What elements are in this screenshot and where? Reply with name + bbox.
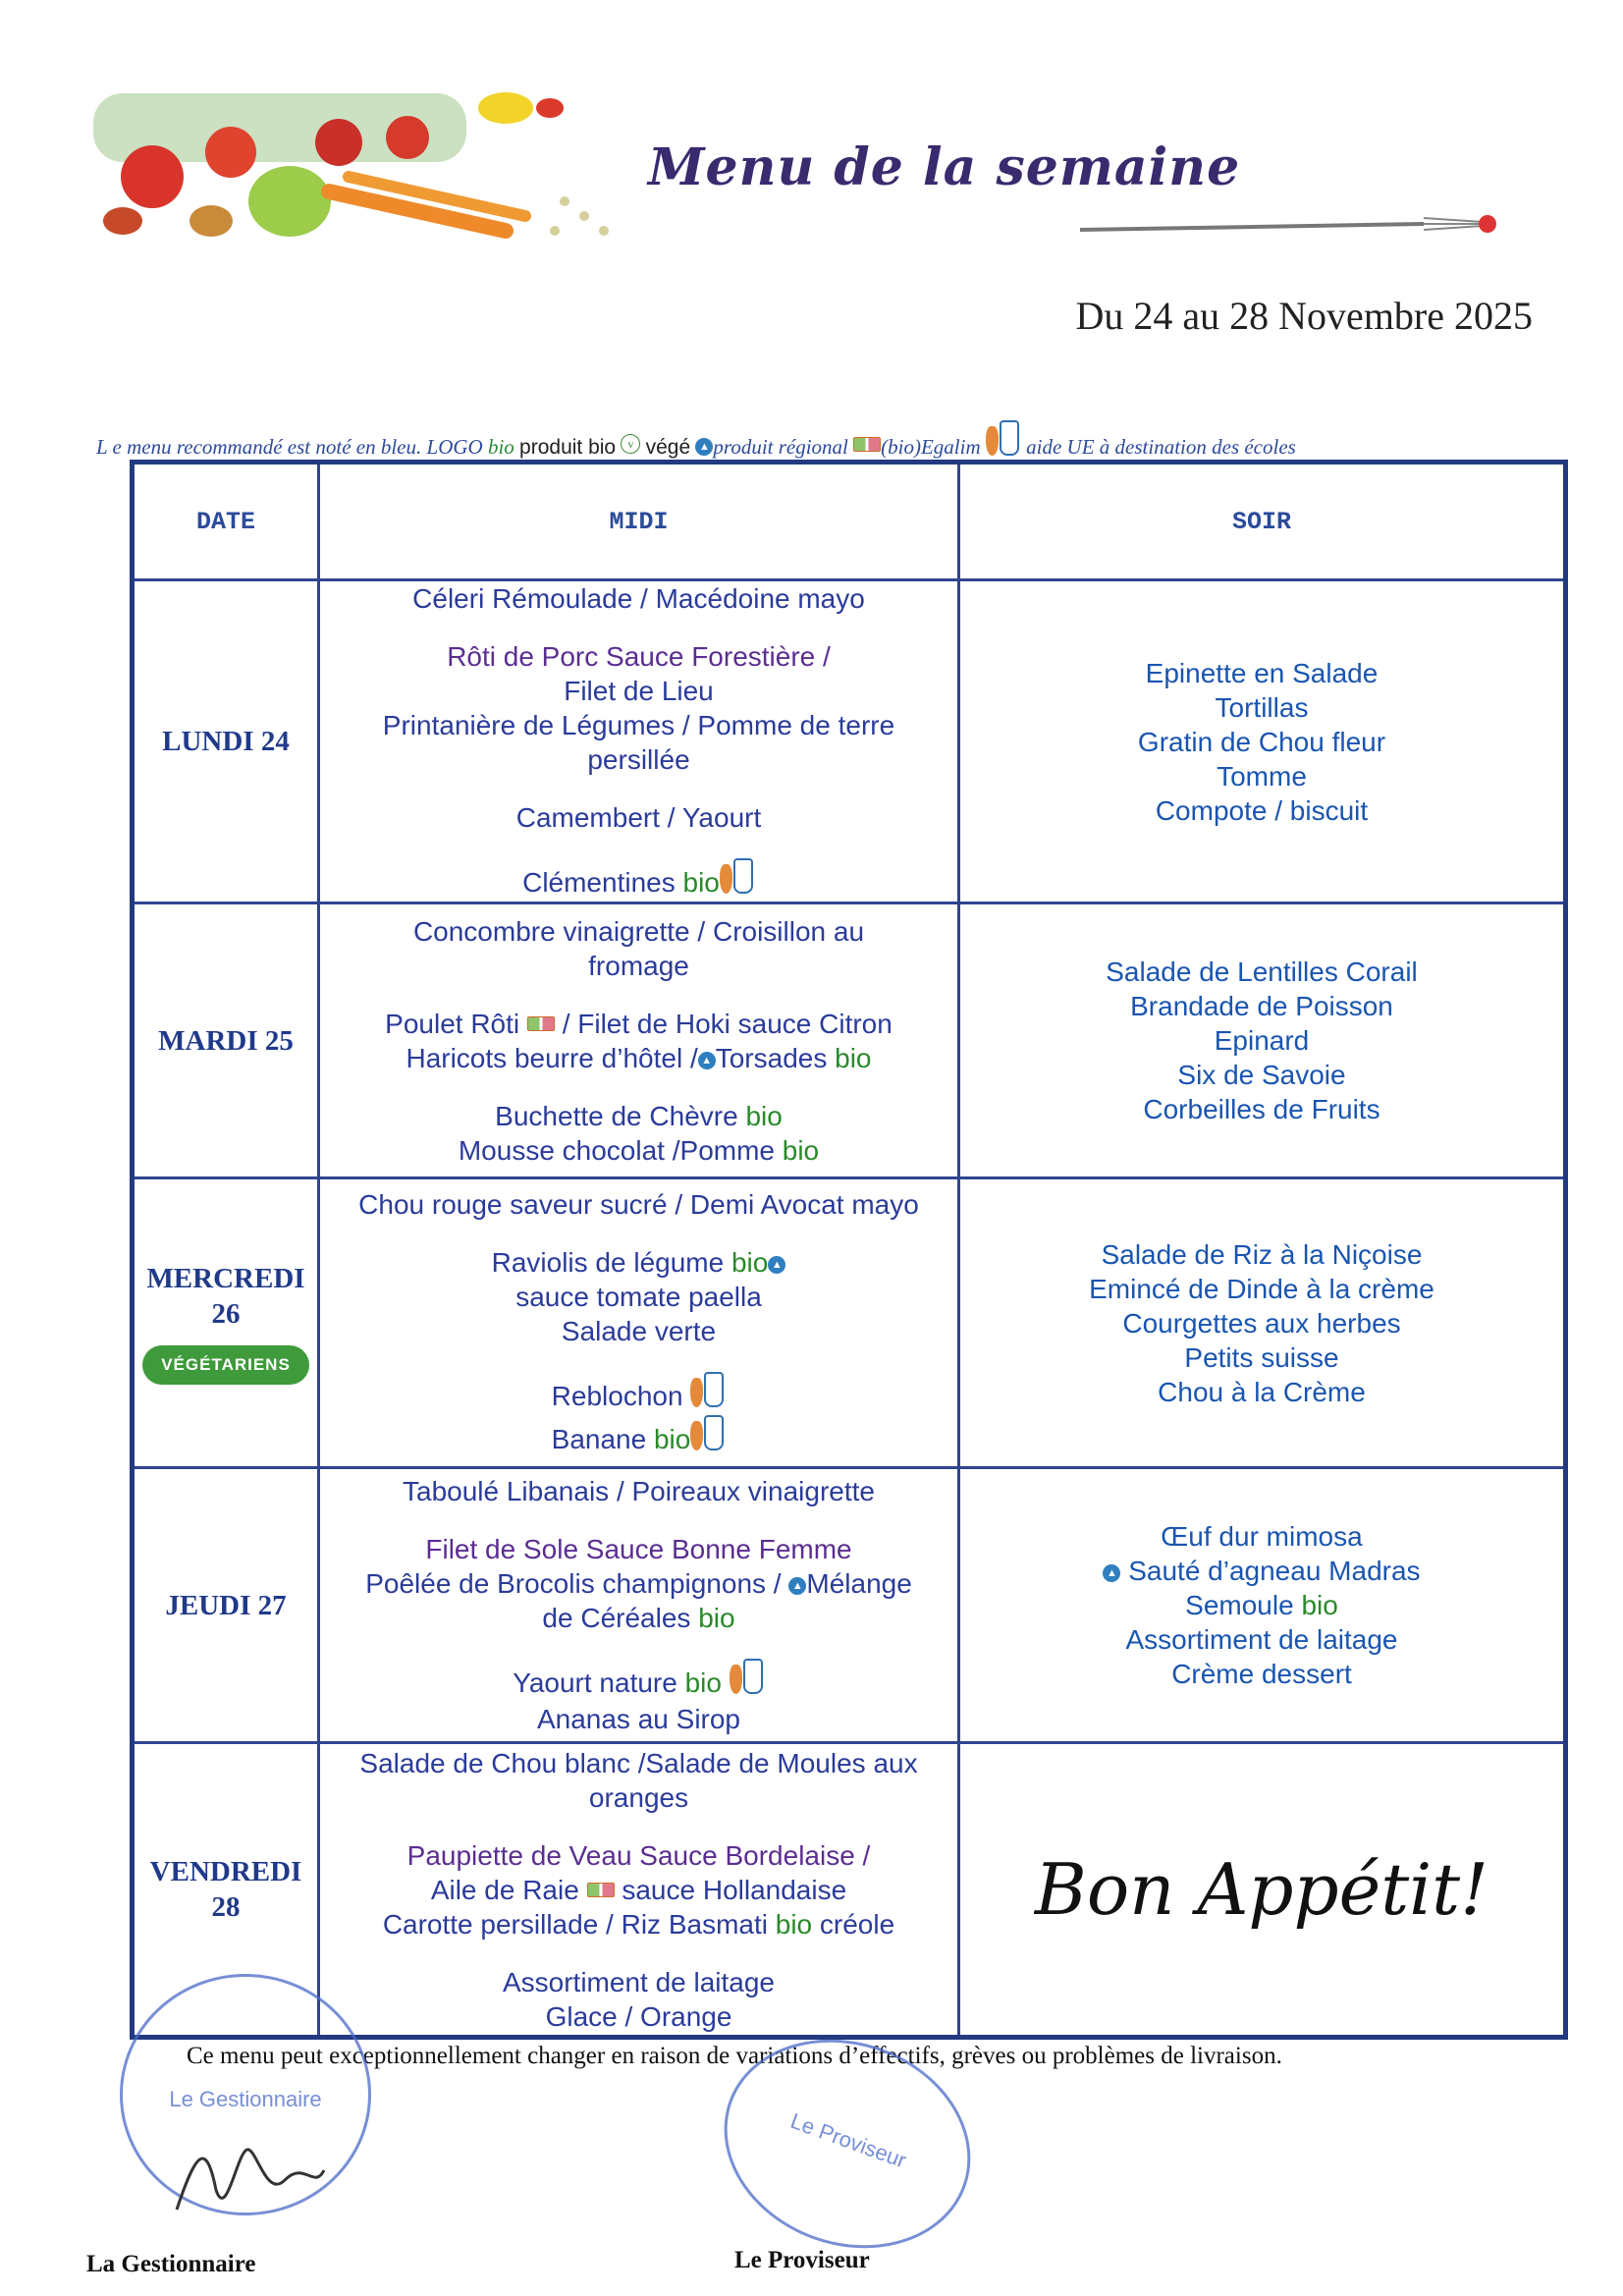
day-cell (133, 1178, 319, 1468)
regional-product-icon: ▲ (768, 1256, 785, 1274)
menu-line: Semoule (1185, 1590, 1294, 1620)
menu-line: Camembert / Yaourt (515, 802, 762, 833)
menu-line: Buchette de Chèvre (495, 1100, 738, 1131)
bio-tag: bio (835, 1042, 872, 1073)
menu-line: Assortiment de laitage (502, 1966, 776, 1997)
menu-line: Clémentines (522, 867, 676, 898)
stamp-right-label: Le Proviseur (786, 2107, 910, 2173)
table-header-row (133, 463, 1566, 580)
menu-line: Torsades (715, 1042, 828, 1073)
menu-line: Petits suisse (1184, 1341, 1339, 1373)
menu-line: fromage (588, 950, 689, 981)
menu-line: de Céréales (542, 1603, 691, 1633)
menu-line: Chou rouge saveur sucré / Demi Avocat mayo (358, 1189, 919, 1220)
menu-line: Filet de Sole Sauce Bonne Femme (425, 1534, 852, 1564)
menu-line: créole (819, 1908, 895, 1940)
regional-product-icon: ▲ (698, 1052, 716, 1069)
menu-line: Compote / biscuit (1155, 794, 1369, 826)
menu-line: Glace / Orange (545, 2000, 732, 2032)
stamp-left-label: Le Gestionnaire (169, 2087, 322, 2111)
day-name: JEUDI (165, 1589, 251, 1621)
day-cell (133, 1468, 319, 1743)
bio-tag: bio (653, 1424, 691, 1454)
page-title: Menu de la semaine (648, 137, 1241, 197)
midi-cell (319, 903, 959, 1178)
table-row (133, 1743, 1566, 2038)
legend-logo: LOGO (426, 435, 483, 459)
menu-line: Salade de Chou blanc /Salade de Moules aux (359, 1747, 918, 1778)
legend-vege: végé (645, 436, 691, 459)
menu-line: Poêlée de Brocolis champignons / (365, 1568, 782, 1599)
eu-school-aid-icon (720, 858, 755, 902)
day-name: VENDREDI (149, 1856, 302, 1887)
menu-line: Printanière de Légumes / Pomme de terre (382, 710, 895, 740)
menu-line: / Filet de Hoki sauce Citron (562, 1008, 893, 1039)
menu-line: Poulet Rôti (385, 1008, 520, 1039)
menu-line: Taboulé Libanais / Poireaux vinaigrette (403, 1476, 875, 1506)
table-row (133, 1178, 1566, 1468)
regional-product-icon: ▲ (788, 1577, 806, 1595)
legend-intro: L e menu recommandé est noté en bleu. (96, 435, 422, 459)
menu-table (130, 460, 1568, 2040)
legend-bio-word: bio (487, 435, 514, 459)
legend-ue: aide UE à destination des écoles (1026, 435, 1296, 459)
menu-line: Corbeilles de Fruits (1143, 1094, 1380, 1124)
day-number: 25 (264, 1024, 294, 1057)
midi-cell (319, 1468, 959, 1743)
day-name: MARDI (158, 1024, 258, 1057)
menu-line: Epinard (1214, 1025, 1310, 1056)
header-soir: SOIR (959, 463, 1566, 580)
bio-tag: bio (1301, 1590, 1338, 1620)
vegetarian-icon: v (621, 434, 640, 454)
soir-cell (959, 1178, 1566, 1468)
menu-line: Céleri Rémoulade / Macédoine mayo (412, 583, 865, 614)
menu-line: Brandade de Poisson (1130, 991, 1393, 1021)
day-number: 28 (211, 1891, 241, 1923)
day-name: MERCREDI (146, 1263, 305, 1294)
fork-decoration (1070, 208, 1502, 238)
soir-cell (959, 580, 1566, 903)
menu-line: Paupiette de Veau Sauce Bordelaise / (406, 1839, 871, 1871)
egalim-icon (587, 1883, 615, 1897)
signature-proviseur: Le Proviseur (734, 2247, 870, 2273)
bio-tag: bio (730, 1247, 769, 1278)
regional-product-icon: ▲ (1103, 1564, 1120, 1582)
eu-school-aid-icon (690, 1372, 726, 1415)
menu-line: Emincé de Dinde à la crème (1089, 1273, 1434, 1304)
table-row (133, 580, 1566, 903)
menu-line: Œuf dur mimosa (1161, 1521, 1363, 1552)
bio-tag: bio (682, 867, 720, 898)
soir-cell (959, 903, 1566, 1178)
legend (96, 420, 1530, 464)
menu-line: Assortiment de laitage (1125, 1624, 1398, 1655)
menu-line: Concombre vinaigrette / Croisillon au (412, 915, 865, 947)
menu-line: Tortillas (1215, 691, 1309, 723)
day-number: 27 (257, 1589, 287, 1621)
menu-line: Salade de Riz à la Niçoise (1101, 1238, 1423, 1270)
signature-gestionnaire: La Gestionnaire (86, 2251, 256, 2277)
menu-line: Tomme (1217, 760, 1307, 792)
legend-regional: produit régional (713, 435, 848, 459)
day-number: 26 (211, 1298, 241, 1330)
menu-line: Six de Savoie (1177, 1060, 1346, 1090)
week-dates: Du 24 au 28 Novembre 2025 (1075, 294, 1533, 338)
menu-line: Haricots beurre d’hôtel / (406, 1042, 698, 1073)
eu-school-aid-icon (986, 420, 1021, 464)
menu-line: Mélange (806, 1568, 912, 1599)
menu-line: Salade verte (561, 1316, 717, 1346)
menu-line: Rôti de Porc Sauce Forestière / (447, 641, 831, 672)
bio-tag: bio (782, 1134, 820, 1166)
bio-tag: bio (698, 1603, 735, 1633)
table-row (133, 903, 1566, 1178)
day-cell (133, 580, 319, 903)
menu-line: Salade de Lentilles Corail (1106, 957, 1418, 987)
menu-line: Aile de Raie (430, 1874, 579, 1905)
midi-cell (319, 1178, 959, 1468)
menu-line: Sauté d’agneau Madras (1128, 1556, 1421, 1586)
menu-line: Reblochon (551, 1381, 683, 1411)
menu-line: Chou à la Crème (1158, 1376, 1366, 1407)
table-row (133, 1468, 1566, 1743)
header-midi: MIDI (319, 463, 959, 580)
egalim-icon (527, 1016, 555, 1031)
menu-line: Crème dessert (1171, 1659, 1352, 1689)
menu-line: Mousse chocolat /Pomme (458, 1134, 775, 1166)
bio-tag: bio (745, 1100, 783, 1131)
bio-tag: bio (684, 1667, 722, 1698)
menu-line: Ananas au Sirop (536, 1704, 741, 1734)
eu-school-aid-icon (730, 1659, 765, 1702)
bio-tag: bio (775, 1908, 813, 1940)
regional-product-icon: ▲ (695, 438, 713, 456)
header-date: DATE (133, 463, 319, 580)
menu-line: Yaourt nature (513, 1667, 677, 1698)
bon-appetit-text: Bon Appétit! (1034, 1848, 1489, 1931)
menu-line: persillée (587, 744, 690, 775)
menu-line: Gratin de Chou fleur (1137, 726, 1386, 757)
day-number: 24 (260, 726, 290, 757)
vegetables-banner-image (93, 83, 663, 250)
menu-line: Courgettes aux herbes (1122, 1307, 1401, 1339)
egalim-icon (853, 437, 881, 452)
midi-cell (319, 1743, 959, 2038)
vegetarian-badge: VÉGÉTARIENS (142, 1345, 309, 1385)
midi-cell (319, 580, 959, 903)
day-cell (133, 903, 319, 1178)
menu-line: sauce Hollandaise (622, 1874, 847, 1905)
footer-note: Ce menu peut exceptionnellement changer en raison de variations d’effectifs, grèves ou problèmes de livraison. (187, 2043, 1282, 2069)
menu-line: Banane (551, 1424, 647, 1454)
soir-cell (959, 1468, 1566, 1743)
day-name: LUNDI (162, 726, 254, 757)
legend-egalim: (bio)Egalim (881, 435, 981, 459)
soir-cell (959, 1743, 1566, 2038)
menu-line: Epinette en Salade (1145, 657, 1379, 688)
eu-school-aid-icon (690, 1415, 726, 1458)
menu-line: oranges (588, 1781, 689, 1813)
signature-scribble (167, 2131, 334, 2229)
menu-line: Carotte persillade / Riz Basmati (382, 1908, 768, 1940)
menu-line: sauce tomate paella (515, 1282, 762, 1312)
legend-bio-label: produit bio (519, 436, 617, 459)
menu-line: Filet de Lieu (564, 676, 714, 706)
menu-line: Raviolis de légume (491, 1247, 725, 1278)
